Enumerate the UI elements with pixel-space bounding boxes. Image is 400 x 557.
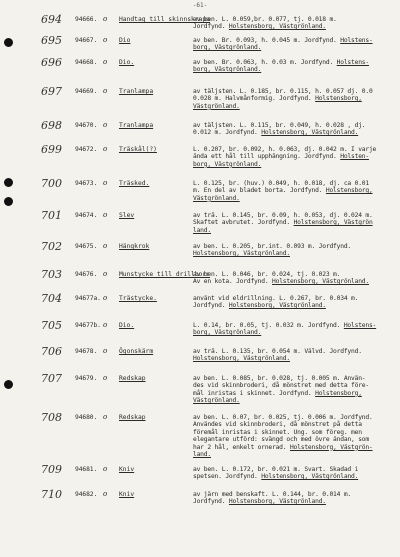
catalogue-number: 94682. <box>75 491 98 498</box>
punch-hole <box>4 197 13 206</box>
description-text: elegantare utförd: svängd och med övre ändan, som <box>193 436 369 444</box>
place-name: Holstens- <box>336 59 369 66</box>
check-mark: o <box>103 179 108 187</box>
place-name: Holstensborg, <box>325 187 373 195</box>
object-name: Dio. <box>119 322 135 329</box>
handwritten-number: 697 <box>41 85 62 98</box>
description-text: Jordfynd. <box>193 498 229 506</box>
description-text: L. 0.125, br. (huv.) 0.049, h. 0.018, dj. ca 0.01 <box>193 180 369 187</box>
object-description <box>193 375 398 405</box>
description-text: använt vid eldrillning. L. 0.267, br. 0.034 m. <box>193 295 359 302</box>
description-text: mål inristas i skinnet. Jordfynd. <box>193 389 316 397</box>
description-line <box>193 243 398 250</box>
place-name: Holstensborg, <box>315 389 362 397</box>
description-line <box>193 322 398 329</box>
description-line <box>193 429 398 436</box>
description-line <box>193 59 398 66</box>
place-name: Holstensborg, Västgrönland. <box>261 473 359 481</box>
object-description <box>193 348 398 363</box>
catalogue-number: 94669. <box>75 88 98 95</box>
place-name: Holstensborg, Västgrönland. <box>272 278 369 286</box>
check-mark: o <box>103 465 108 473</box>
check-mark: o <box>103 121 108 129</box>
check-mark: o <box>103 490 108 498</box>
handwritten-number: 709 <box>41 463 62 476</box>
catalogue-number: 94667. <box>75 37 98 44</box>
handwritten-number: 700 <box>41 177 62 190</box>
catalogue-number: 94677b. <box>75 322 101 329</box>
object-description <box>193 466 398 481</box>
place-name: Holstensborg, Västgrön <box>293 219 373 227</box>
description-line <box>193 227 398 234</box>
description-text: av ben. L. 0.172, br. 0.021 m. Svart. Skadad i <box>193 466 359 473</box>
description-line <box>193 329 398 336</box>
place-name: Holstens- <box>343 322 377 329</box>
description-line <box>193 23 398 30</box>
check-mark: o <box>103 270 108 278</box>
place-name: Västgrönland. <box>193 397 240 405</box>
object-description <box>193 414 398 458</box>
description-line <box>193 397 398 404</box>
place-name: Holstensborg, Västgrön- <box>289 443 373 451</box>
description-line <box>193 271 398 278</box>
description-line <box>193 278 398 285</box>
description-line <box>193 355 398 362</box>
object-description <box>193 212 398 234</box>
description-text: Av en kota. Jordfynd. <box>193 278 273 286</box>
catalogue-number: 94672. <box>75 146 98 153</box>
punch-hole <box>4 380 13 389</box>
object-name: Träsked. <box>119 180 150 187</box>
handwritten-number: 707 <box>41 372 62 385</box>
object-description <box>193 16 398 31</box>
description-text: 0.028 m. Halvmånformig. Jordfynd. <box>193 95 316 103</box>
description-line <box>193 195 398 202</box>
object-description <box>193 88 398 110</box>
description-text: av ben. L. 0.07, br. 0.025, tj. 0.006 m. Jordfynd. <box>193 414 373 421</box>
handwritten-number: 702 <box>41 240 62 253</box>
place-name: borg, Västgrönland. <box>193 160 262 168</box>
description-line <box>193 451 398 458</box>
object-name: Slev <box>119 212 135 219</box>
object-description <box>193 122 398 137</box>
object-name: Kniv <box>119 466 135 473</box>
description-text: av järn med benskaft. L. 0.144, br. 0.014 m. <box>193 491 352 498</box>
object-name: Träskål(?) <box>119 146 157 153</box>
place-name: Holstens- <box>340 37 373 44</box>
description-line <box>193 491 398 498</box>
place-name: borg, Västgrönland. <box>193 44 262 52</box>
description-text: L. 0.207, br. 0.092, h. 0.063, dj. 0.042 m. I varje <box>193 146 377 153</box>
handwritten-number: 698 <box>41 119 62 132</box>
check-mark: o <box>103 36 108 44</box>
description-line <box>193 153 398 160</box>
handwritten-number: 703 <box>41 268 62 281</box>
place-name: Holstensborg, Västgrönland. <box>193 250 290 258</box>
description-line <box>193 302 398 309</box>
description-text: föremål inristas i skinnet. Ung. som föreg. men <box>193 428 362 436</box>
handwritten-number: 696 <box>41 56 62 69</box>
check-mark: o <box>103 294 108 302</box>
description-text: L. 0.14, br. 0.05, tj. 0.032 m. Jordfynd. <box>193 322 344 329</box>
description-text: har 2 hål, enkelt ornerad. <box>193 443 290 451</box>
description-text: Skaftet avbrutet. Jordfynd. <box>193 219 294 227</box>
check-mark: o <box>103 242 108 250</box>
place-name: borg, Västgrönland. <box>193 66 262 74</box>
punch-hole <box>4 178 13 187</box>
description-line <box>193 219 398 226</box>
object-name: Dio. <box>119 59 135 66</box>
handwritten-number: 706 <box>41 345 62 358</box>
object-name: Munstycke till drillborr <box>119 271 210 278</box>
description-text: av ben. L. 0.059,br. 0.077, tj. 0.018 m. <box>193 16 337 23</box>
handwritten-number: 694 <box>41 13 62 26</box>
description-line <box>193 187 398 194</box>
check-mark: o <box>103 211 108 219</box>
description-line <box>193 390 398 397</box>
description-text: av ben. L. 0.085, br. 0.028, tj. 0.005 m. Använ- <box>193 375 366 382</box>
catalogue-number: 94673. <box>75 180 98 187</box>
description-line <box>193 250 398 257</box>
handwritten-number: 699 <box>41 143 62 156</box>
object-description <box>193 37 398 52</box>
catalogue-number: 94678. <box>75 348 98 355</box>
object-name: Redskap <box>119 375 146 382</box>
object-description <box>193 243 398 258</box>
check-mark: o <box>103 321 108 329</box>
object-name: Handtag till skinnskrapa <box>119 16 210 23</box>
description-text: spetsen. Jordfynd. <box>193 473 262 481</box>
description-line <box>193 473 398 480</box>
object-name: Ögonskärm <box>119 348 154 355</box>
handwritten-number: 708 <box>41 411 62 424</box>
object-description <box>193 146 398 168</box>
description-line <box>193 180 398 187</box>
description-line <box>193 16 398 23</box>
description-text: av trä. L. 0.135, br. 0.054 m. Välvd. Jordfynd. <box>193 348 362 355</box>
description-text: Användes vid skinnbroderi, då mönstret på detta <box>193 421 362 429</box>
description-text: av ben. L. 0.205, br.int. 0.093 m. Jordfynd. <box>193 243 352 250</box>
description-text: m. En del av bladet borta. Jordfynd. <box>193 187 326 195</box>
object-description <box>193 322 398 337</box>
description-line <box>193 129 398 136</box>
check-mark: o <box>103 58 108 66</box>
object-description <box>193 180 398 202</box>
check-mark: o <box>103 413 108 421</box>
catalogue-number: 94675. <box>75 243 98 250</box>
description-line <box>193 295 398 302</box>
handwritten-number: 705 <box>41 319 62 332</box>
description-line <box>193 498 398 505</box>
description-line <box>193 95 398 102</box>
page-number: -61- <box>192 2 208 9</box>
handwritten-number: 710 <box>41 488 62 501</box>
place-name: Västgrönland. <box>193 102 240 110</box>
catalogue-number: 94681. <box>75 466 98 473</box>
description-line <box>193 44 398 51</box>
object-name: Hängkrok <box>119 243 150 250</box>
place-name: borg, Västgrönland. <box>193 329 262 337</box>
object-name: Trästycke. <box>119 295 157 302</box>
handwritten-number: 695 <box>41 34 62 47</box>
object-description <box>193 59 398 74</box>
description-text: av ben. Br. 0.063, h. 0.03 m. Jordfynd. <box>193 59 337 66</box>
place-name: Holstensborg, <box>315 95 362 103</box>
description-text: Jordfynd. <box>193 302 229 310</box>
description-line <box>193 382 398 389</box>
description-line <box>193 103 398 110</box>
place-name: Holstensborg, Västgrönland. <box>261 129 359 137</box>
object-name: Kniv <box>119 491 135 498</box>
description-line <box>193 444 398 451</box>
description-text: av täljsten. L. 0.115, br. 0.049, h. 0.028 , dj. <box>193 122 366 129</box>
check-mark: o <box>103 145 108 153</box>
place-name: Holstensborg, Västgrönland. <box>228 302 326 310</box>
check-mark: o <box>103 87 108 95</box>
description-line <box>193 212 398 219</box>
check-mark: o <box>103 347 108 355</box>
object-name: Dio <box>119 37 131 44</box>
description-line <box>193 37 398 44</box>
object-description <box>193 491 398 506</box>
place-name: Holstensborg, Västgrönland. <box>193 355 290 363</box>
object-description <box>193 295 398 310</box>
description-text: av ben. Br. 0.093, h. 0.045 m. Jordfynd. <box>193 37 341 44</box>
catalogue-number: 94676. <box>75 271 98 278</box>
description-line <box>193 466 398 473</box>
description-text: 0.012 m. Jordfynd. <box>193 129 262 137</box>
place-name: Västgrönland. <box>193 194 240 202</box>
description-text: ända ett hål till upphängning. Jordfynd. <box>193 153 341 161</box>
description-line <box>193 421 398 428</box>
catalogue-number: 94677a. <box>75 295 101 302</box>
place-name: Holsten- <box>340 153 369 161</box>
object-description <box>193 271 398 286</box>
check-mark: o <box>103 374 108 382</box>
catalogue-number: 94674. <box>75 212 98 219</box>
description-text: av täljsten. L. 0.185, br. 0.115, h. 0.057 dj. 0.0 <box>193 88 373 95</box>
description-line <box>193 122 398 129</box>
catalogue-number: 94670. <box>75 122 98 129</box>
catalogue-number: 94679. <box>75 375 98 382</box>
description-text: av trä. L. 0.145, br. 0.09, h. 0.053, dj. 0.024 m. <box>193 212 373 219</box>
description-text: av ben. L. 0.046, br. 0.024, tj. 0.023 m. <box>193 271 341 278</box>
object-name: Tranlampa <box>119 122 154 129</box>
catalogue-number: 94680. <box>75 414 98 421</box>
check-mark: o <box>103 15 108 23</box>
handwritten-number: 704 <box>41 292 62 305</box>
handwritten-number: 701 <box>41 209 62 222</box>
description-line <box>193 348 398 355</box>
place-name: land. <box>193 226 211 234</box>
description-line <box>193 161 398 168</box>
place-name: Holstensborg, Västgrönland. <box>228 498 326 506</box>
place-name: Holstensborg, Västgrönland. <box>228 23 326 31</box>
description-text: des vid skinnbroderi, då mönstret med detta före- <box>193 382 369 390</box>
catalogue-number: 94666. <box>75 16 98 23</box>
object-name: Tranlampa <box>119 88 154 95</box>
description-line <box>193 66 398 73</box>
description-text: Jordfynd. <box>193 23 229 31</box>
place-name: land. <box>193 451 211 459</box>
description-line <box>193 436 398 443</box>
catalogue-number: 94668. <box>75 59 98 66</box>
punch-hole <box>4 38 13 47</box>
object-name: Redskap <box>119 414 146 421</box>
